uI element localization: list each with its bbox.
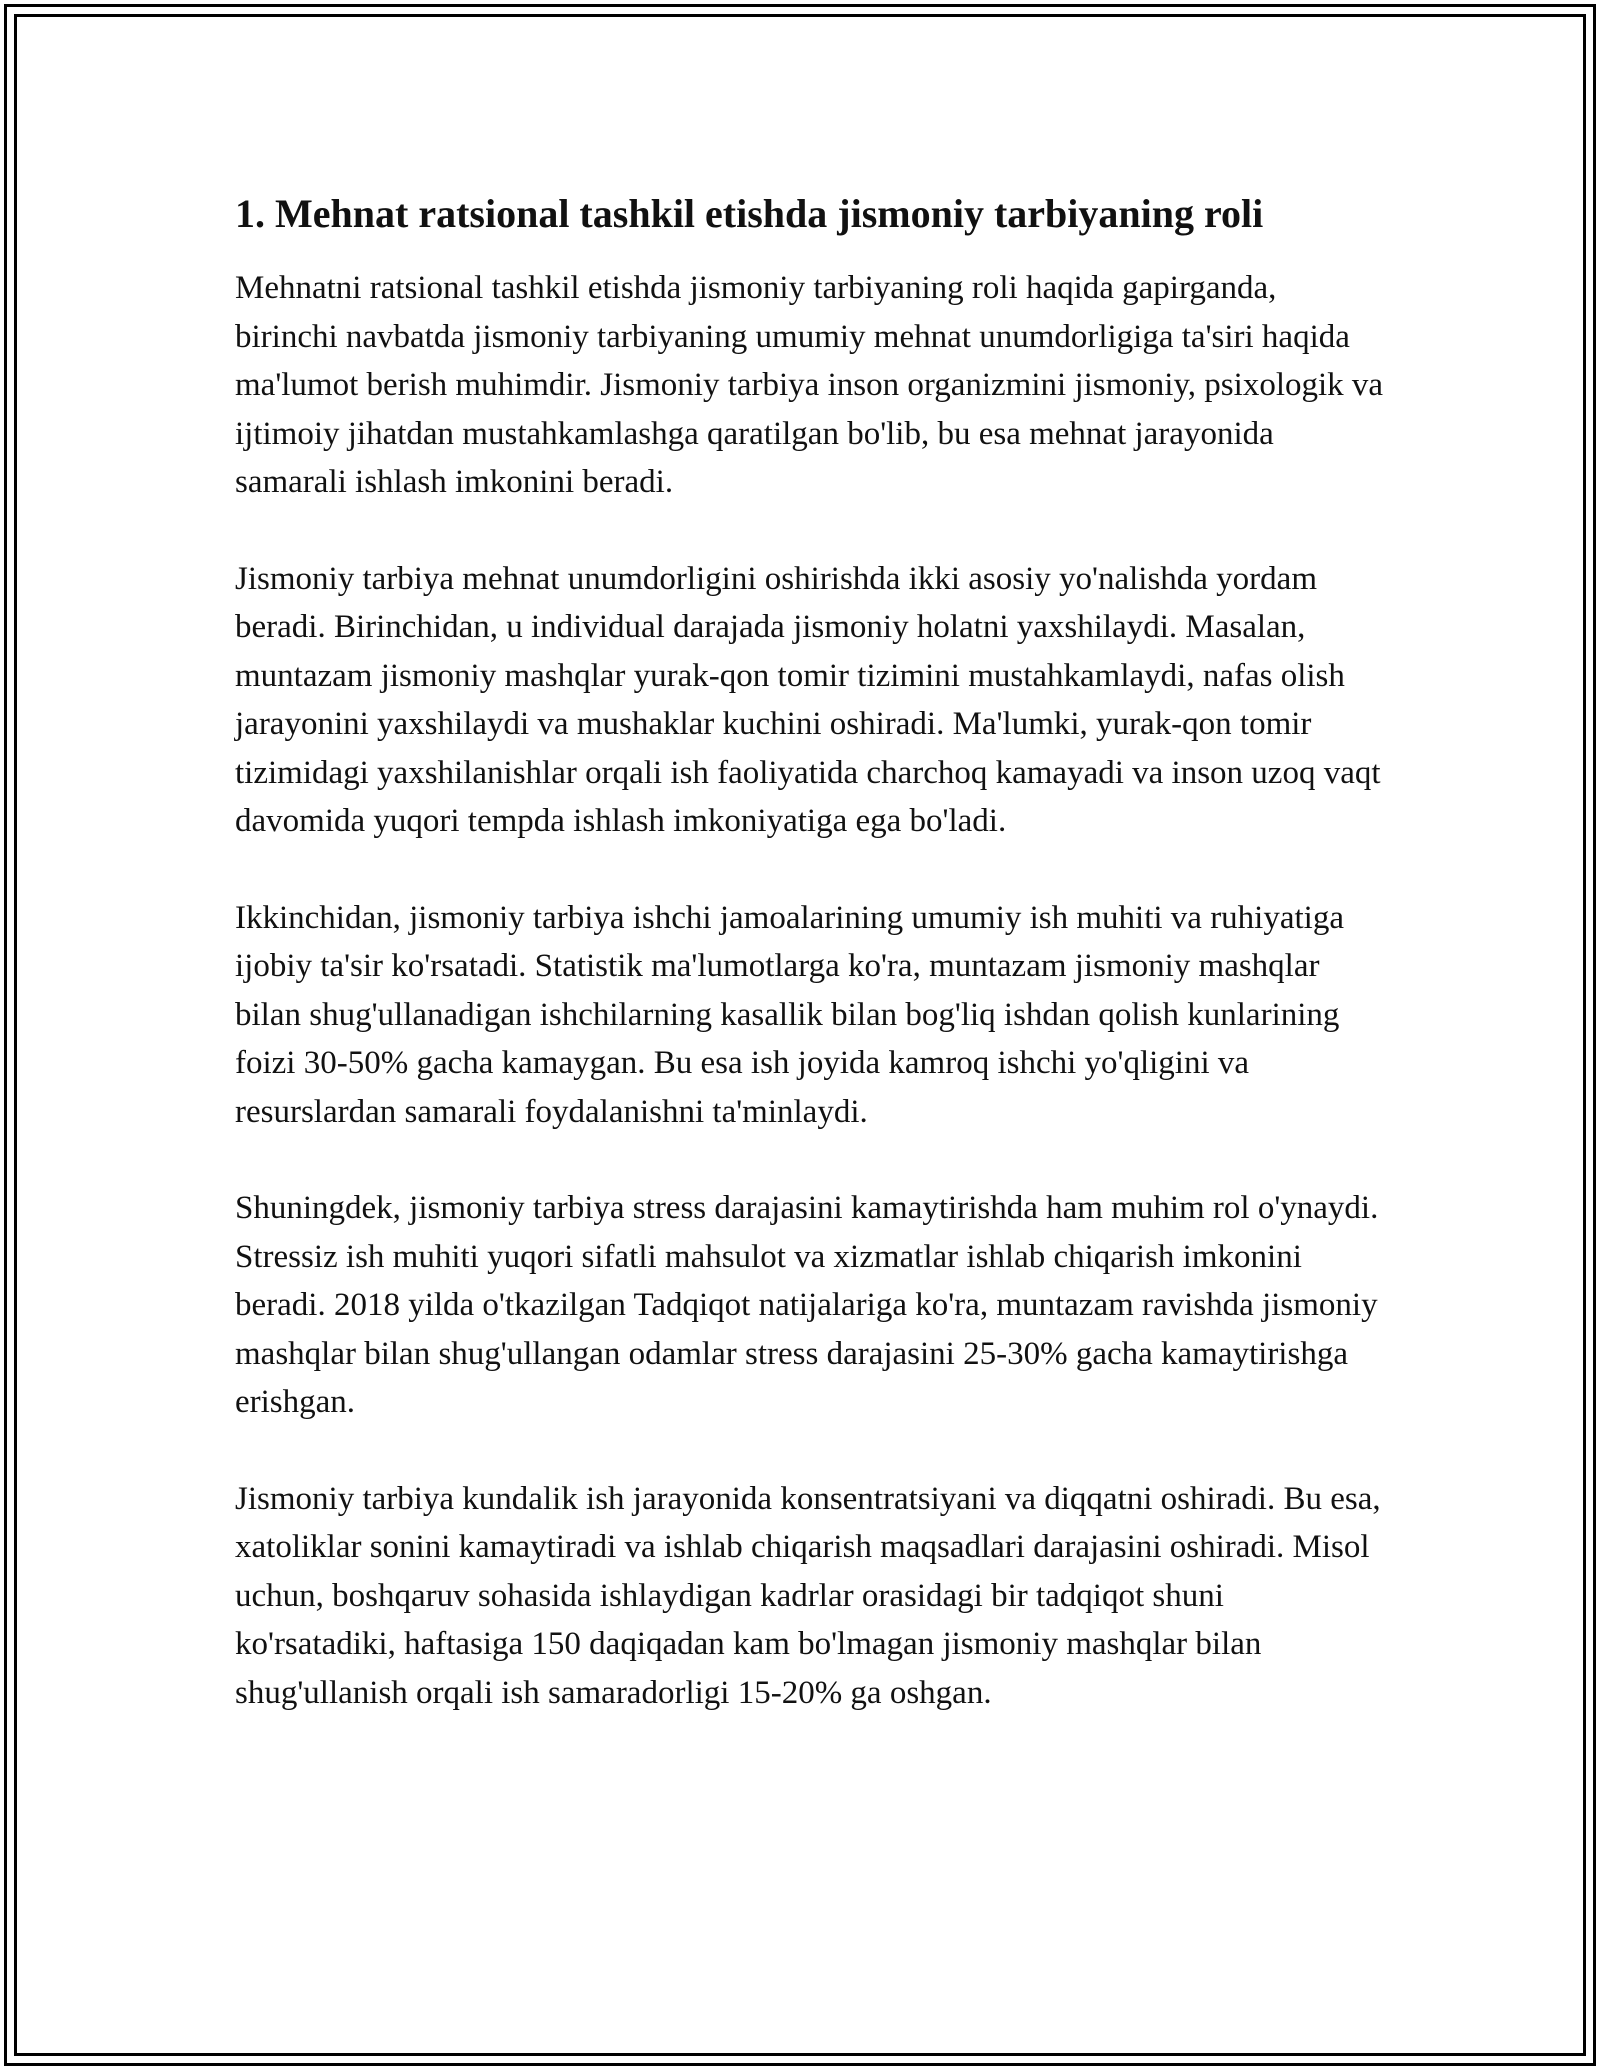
document-body: [235, 188, 1385, 1765]
paragraph-5: Jismoniy tarbiya kundalik ish jarayonida konsentratsiyani va diqqatni oshiradi. Bu esa, xatoliklar sonini kamaytiradi va ishlab chiqarish maqsadlari darajasini oshiradi. Misol uchun, boshqaruv sohasida ishlaydigan kadrlar orasidagi bir tadqiqot shuni ko'rsatadiki, haftasiga 150 daqiqadan kam bo'lmagan jismoniy mashqlar bilan shug'ullanish orqali ish samaradorligi 15-20% ga oshgan.: [235, 1480, 1381, 1711]
paragraph-4: Shuningdek, jismoniy tarbiya stress darajasini kamaytirishda ham muhim rol o'ynaydi. Stressiz ish muhiti yuqori sifatli mahsulot va xizmatlar ishlab chiqarish imkonini beradi. 2018 yilda o'tkazilgan Tadqiqot natijalariga ko'ra, muntazam ravishda jismoniy mashqlar bilan shug'ullangan odamlar stress darajasini 25-30% gacha kamaytirishga erishgan.: [235, 1190, 1379, 1420]
paragraph-2: Jismoniy tarbiya mehnat unumdorligini oshirishda ikki asosiy yo'nalishda yordam beradi. Birinchidan, u individual darajada jismoniy holatni yaxshilaydi. Masalan, muntazam jismoniy mashqlar yurak-qon tomir tizimini mustahkamlaydi, nafas olish jarayonini yaxshilaydi va mushaklar kuchini oshiradi. Ma'lumki, yurak-qon tomir tizimidagi yaxshilanishlar orqali ish faoliyatida charchoq kamayadi va inson uzoq vaqt davomida yuqori tempda ishlash imkoniyatiga ega bo'ladi.: [235, 560, 1381, 839]
paragraph-3: Ikkinchidan, jismoniy tarbiya ishchi jamoalarining umumiy ish muhiti va ruhiyatiga ijobiy ta'sir ko'rsatadi. Statistik ma'lumotlarga ko'ra, muntazam jismoniy mashqlar bilan shug'ullanadigan ishchilarning kasallik bilan bog'liq ishdan qolish kunlarining foizi 30-50% gacha kamaygan. Bu esa ish joyida kamroq ishchi yo'qligini va resurslardan samarali foydalanishni ta'minlaydi.: [235, 899, 1344, 1130]
paragraph-1: Mehnatni ratsional tashkil etishda jismoniy tarbiyaning roli haqida gapirganda, birinchi navbatda jismoniy tarbiyaning umumiy mehnat unumdorligiga ta'siri haqida ma'lumot berish muhimdir. Jismoniy tarbiya inson organizmini jismoniy, psixologik va ijtimoiy jihatdan mustahkamlashga qaratilgan bo'lib, bu esa mehnat jarayonida samarali ishlash imkonini beradi.: [235, 270, 1384, 500]
section-title: 1. Mehnat ratsional tashkil etishda jismoniy tarbiyaning roli: [235, 191, 1264, 236]
